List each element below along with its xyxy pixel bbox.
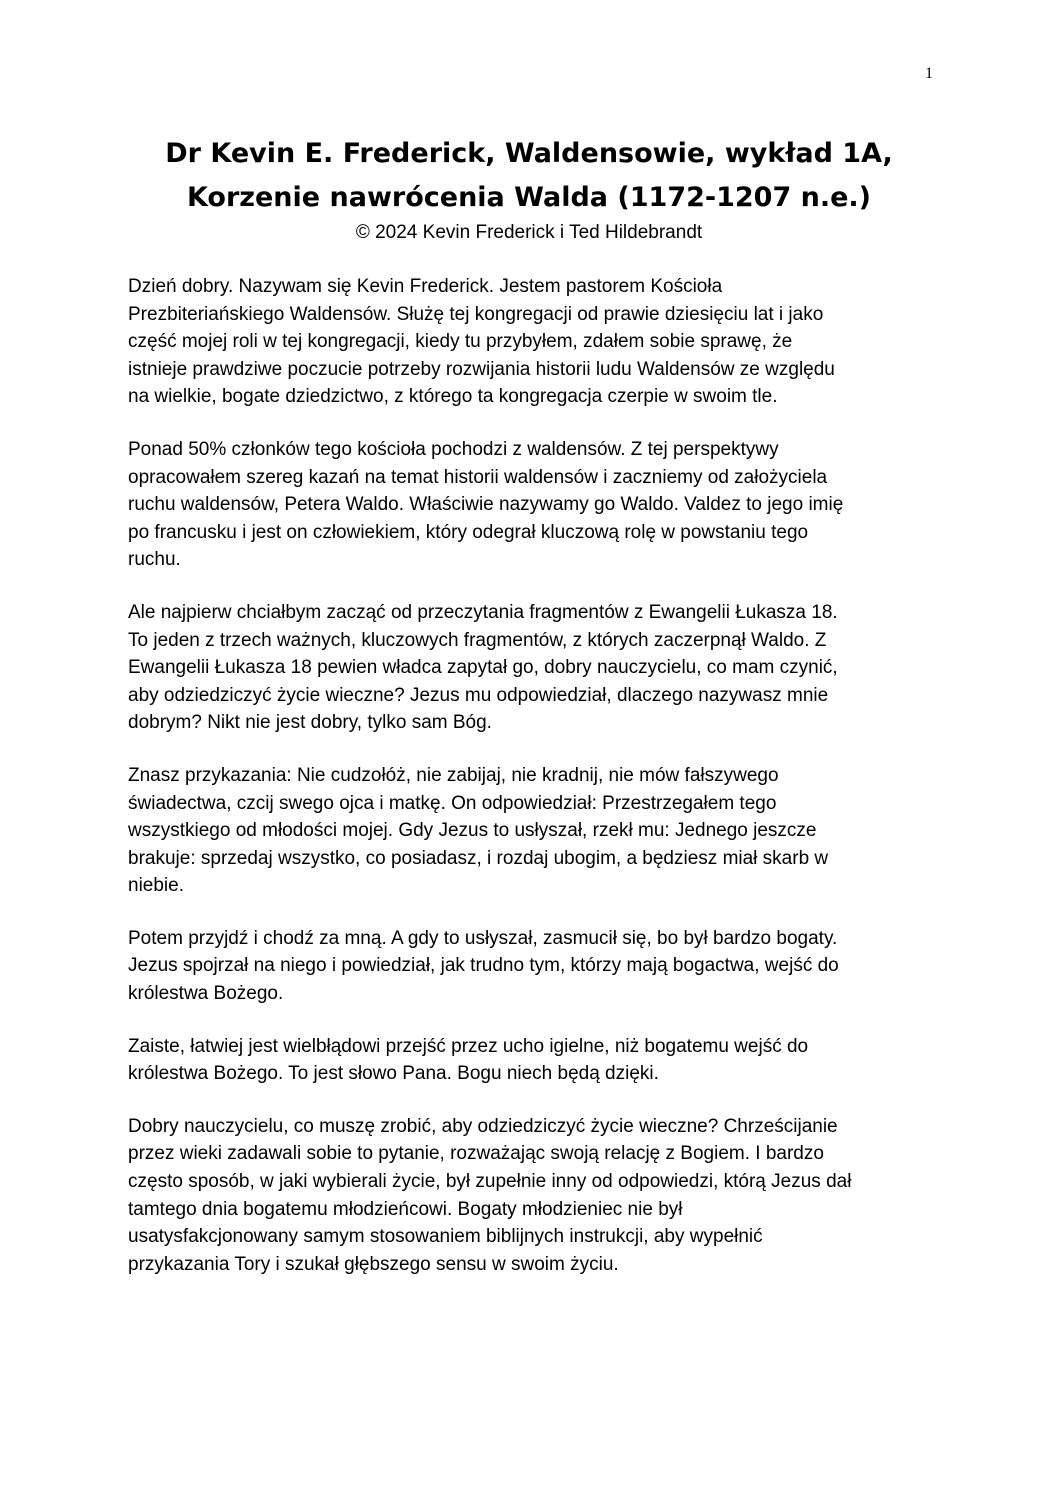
copyright-line: © 2024 Kevin Frederick i Ted Hildebrandt [355,222,703,243]
page-number: 1 [925,65,933,82]
document-header [0,132,1058,246]
paragraph: Dzień dobry. Nazywam się Kevin Frederick. Jestem pastorem Kościoła Prezbiteriańskiego Waldensów. Służę tej kongregacji od prawie dziesięciu lat i jako część mojej roli w tej kongregacji, kiedy tu przybyłem, zdałem sobie sprawę, że istnieje prawdziwe poczucie potrzeby rozwijania historii ludu Waldensów ze względu na wielkie, bogate dziedzictwo, z którego ta kongregacja czerpie w swoim tle. [128,276,835,408]
paragraph: Ponad 50% członków tego kościoła pochodzi z waldensów. Z tej perspektywy opracowałem szereg kazań na temat historii waldensów i zaczniemy od założyciela ruchu waldensów, Petera Waldo. Właściwie nazywamy go Waldo. Valdez to jego imię po francusku i jest on człowiekiem, który odegrał kluczową rolę w powstaniu tego ruchu. [128,438,844,571]
paragraph: Ale najpierw chciałbym zacząć od przeczytania fragmentów z Ewangelii Łukasza 18. To jeden z trzech ważnych, kluczowych fragmentów, z których zaczerpnął Waldo. Z Ewangelii Łukasza 18 pewien władca zapytał go, dobry nauczycielu, co mam czynić, aby odziedziczyć życie wieczne? Jezus mu odpowiedział, dlaczego nazywasz mnie dobrym? Nikt nie jest dobry, tylko sam Bóg. [128,601,838,734]
document-body [128,273,938,1303]
document-title [0,132,1058,220]
paragraph: Potem przyjdź i chodź za mną. A gdy to usłyszał, zasmucił się, bo był bardzo bogaty. Jezus spojrzał na niego i powiedział, jak trudno tym, którzy mają bogactwa, wejść do królestwa Bożego. [128,927,839,1005]
title-line-2: Korzenie nawrócenia Walda (1172-1207 n.e.) [186,182,872,213]
title-line-1: Dr Kevin E. Frederick, Waldensowie, wykład 1A, [165,138,893,169]
paragraph: Zaiste, łatwiej jest wielbłądowi przejść przez ucho igielne, niż bogatemu wejść do królestwa Bożego. To jest słowo Pana. Bogu niech będą dzięki. [128,1035,809,1085]
paragraph: Znasz przykazania: Nie cudzołóż, nie zabijaj, nie kradnij, nie mów fałszywego świadectwa, czcij swego ojca i matkę. On odpowiedział: Przestrzegałem tego wszystkiego od młodości mojej. Gdy Jezus to usłyszał, rzekł mu: Jednego jeszcze brakuje: sprzedaj wszystko, co posiadasz, i rozdaj ubogim, a będziesz miał skarb w niebie. [128,764,829,897]
paragraph: Dobry nauczycielu, co muszę zrobić, aby odziedziczyć życie wieczne? Chrześcijanie przez wieki zadawali sobie to pytanie, rozważając swoją relację z Bogiem. I bardzo często sposób, w jaki wybierali życie, był zupełnie inny od odpowiedzi, którą Jezus dał tamtego dnia bogatemu młodzieńcowi. Bogaty młodzieniec nie był usatysfakcjonowany samym stosowaniem biblijnych instrukcji, aby wypełnić przykazania Tory i szukał głębszego sensu w swoim życiu. [128,1115,852,1275]
